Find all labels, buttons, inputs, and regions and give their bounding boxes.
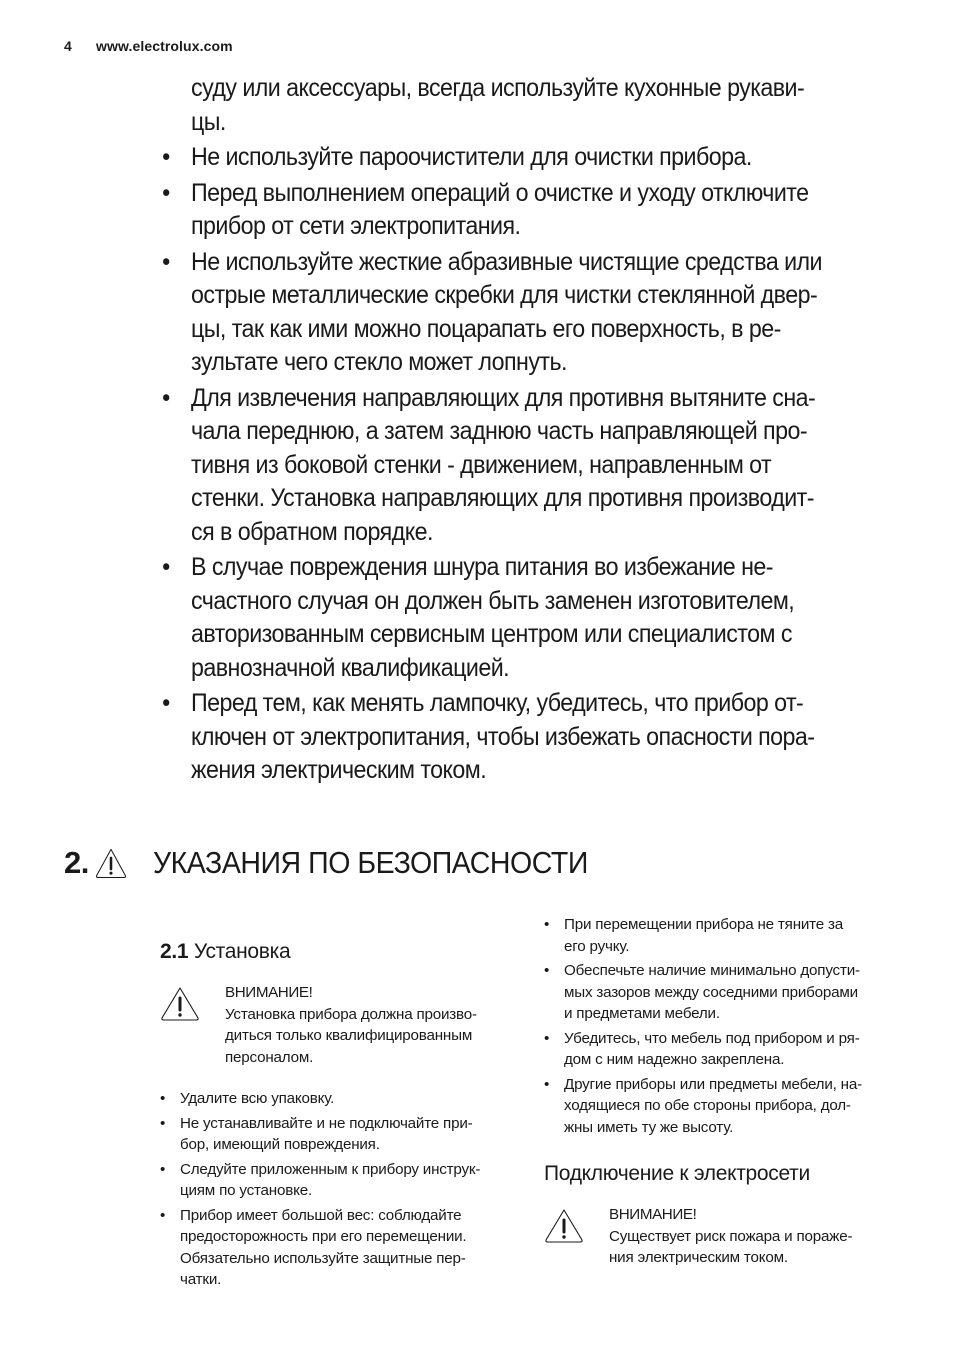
list-item: • Не устанавливайте и не подключайте при- бор, имеющий повреждения. (160, 1113, 520, 1156)
list-item: • Прибор имеет большой вес: соблюдайте предосторожность при его перемещении. Обязательно используйте защитные пер- чатки. (160, 1205, 520, 1291)
installation-list (160, 1088, 520, 1291)
subsection-number: 2.1 (160, 940, 189, 963)
warning-title: ВНИМАНИЕ! (609, 1206, 697, 1223)
section-number: 2. (64, 845, 89, 880)
subsection-heading-electrical: Подключение к электросети (544, 1162, 810, 1185)
warning-triangle-icon (160, 986, 200, 1022)
warning-box (544, 1204, 904, 1269)
list-item: • Удалите всю упаковку. (160, 1088, 520, 1110)
list-item: • Другие приборы или предметы мебели, на- ходящиеся по обе стороны прибора, дол- жны иметь ту же высоту. (544, 1074, 904, 1139)
page-number: 4 (64, 38, 72, 54)
installation-list-continued (544, 914, 904, 1138)
list-item: • Обеспечьте наличие минимально допусти- мых зазоров между соседними приборами и предметами мебели. (544, 960, 904, 1025)
running-header (64, 38, 233, 54)
site-url: www.electrolux.com (96, 38, 233, 54)
list-item: • Не используйте пароочистители для очистки прибора. (191, 141, 861, 175)
section-heading (64, 845, 626, 881)
subsection-heading-installation (160, 938, 520, 966)
subsection-title: Установка (188, 940, 291, 963)
warning-text: Существует риск пожара и пораже- ния электрическим током. (609, 1227, 853, 1266)
right-column (544, 914, 904, 1269)
warning-triangle-icon (94, 846, 128, 880)
section-title: УКАЗАНИЯ ПО БЕЗОПАСНОСТИ (153, 845, 588, 880)
list-item: • Перед тем, как менять лампочку, убедитесь, что прибор от- ключен от электропитания, чтобы избежать опасности пора- жения электрическим током. (191, 687, 861, 788)
list-item: • Не используйте жесткие абразивные чистящие средства или острые металлические скребки для чистки стеклянной двер- цы, так как ими можно поцарапать его поверхность, в ре- зультате чего стекло может лопнуть. (191, 246, 861, 380)
warning-triangle-icon (544, 1208, 584, 1244)
list-item: • Убедитесь, что мебель под прибором и ря- дом с ним надежно закреплена. (544, 1028, 904, 1071)
cleaning-safety-list (191, 72, 861, 788)
left-column (160, 938, 520, 1291)
list-item: • Перед выполнением операций о очистке и уходу отключите прибор от сети электропитания. (191, 177, 861, 244)
list-item: • При перемещении прибора не тяните за его ручку. (544, 914, 904, 957)
warning-title: ВНИМАНИЕ! (225, 984, 313, 1001)
list-item: • Для извлечения направляющих для противня вытяните сна- чала переднюю, а затем заднюю часть направляющей про- тивня из боковой стенки - движением, направленным от стенки. Установка направляющих для противня производит- ся в обратном порядке. (191, 382, 861, 550)
warning-text: Установка прибора должна произво- диться только квалифицированным персоналом. (225, 1005, 477, 1066)
continuation-paragraph: суду или аксессуары, всегда используйте кухонные рукави- цы. (191, 74, 805, 136)
warning-box (160, 982, 520, 1068)
list-item: • В случае повреждения шнура питания во избежание не- счастного случая он должен быть заменен изготовителем, авторизованным сервисным центром или специалистом с равнозначной квалификацией. (191, 551, 861, 685)
list-item: • Следуйте приложенным к прибору инструк- циям по установке. (160, 1159, 520, 1202)
